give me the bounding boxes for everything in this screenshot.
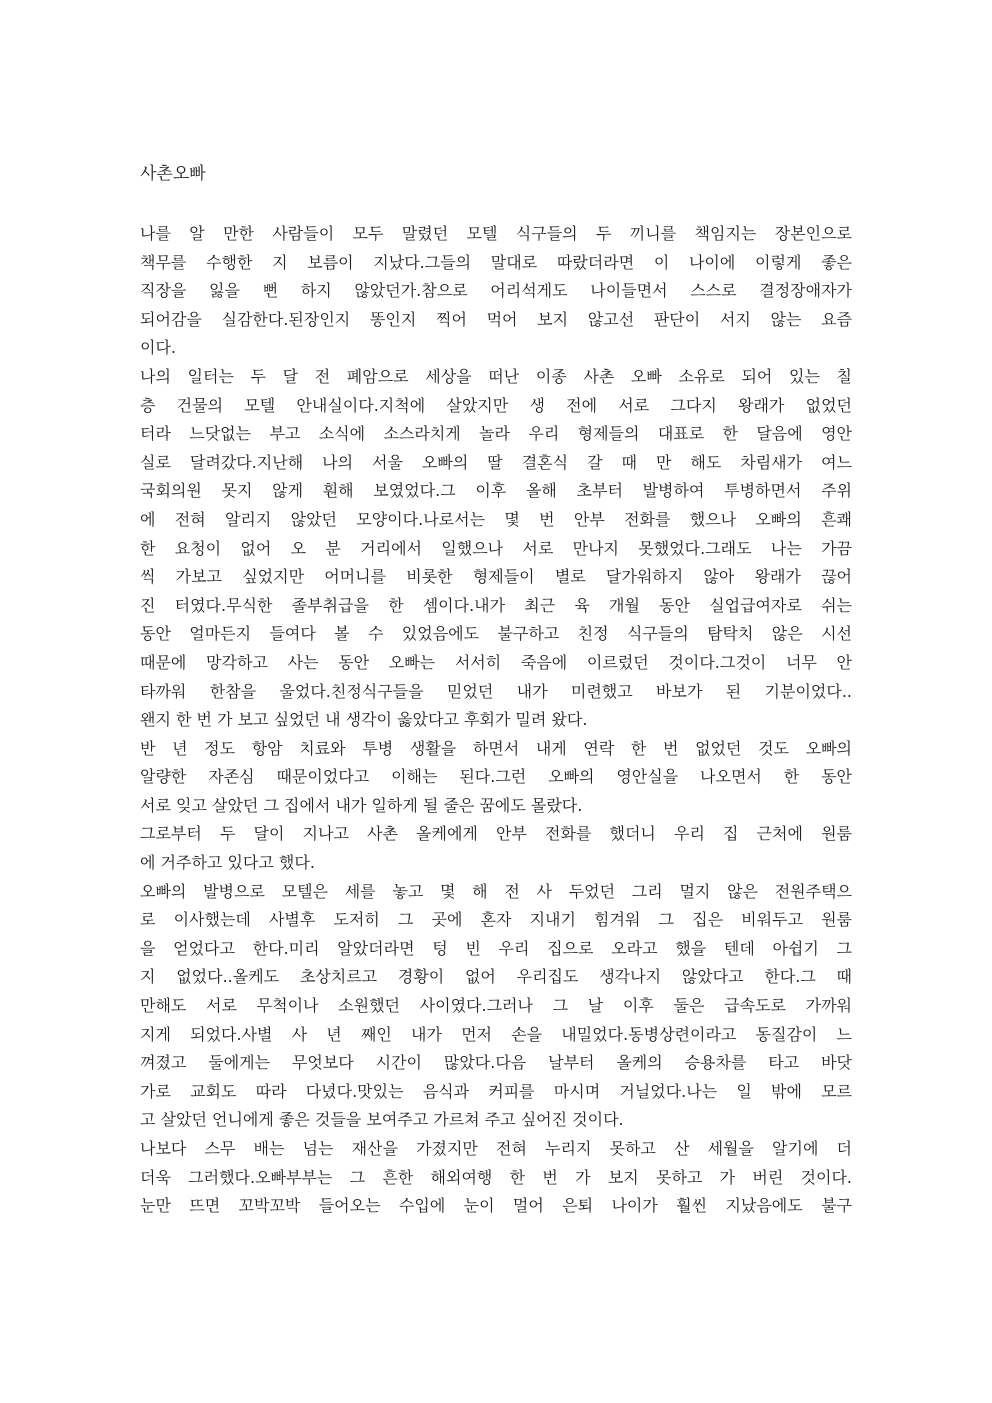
text-line: 껴졌고 둘에게는 무엇보다 시간이 많았다.다음 날부터 올케의 승용차를 타고 바닷 [140, 1053, 852, 1073]
text-line: 씩 가보고 싶었지만 어머니를 비롯한 형제들이 별로 달가워하지 않아 왕래가 끊어 [140, 567, 852, 587]
text-line: 왠지 한 번 가 보고 싶었던 내 생각이 옳았다고 후회가 밀려 왔다. [140, 710, 588, 730]
text-line: 진 터였다.무식한 졸부취급을 한 셈이다.내가 최근 육 개월 동안 실업급여자로 쉬는 [140, 595, 852, 615]
text-line: 고 살았던 언니에게 좋은 것들을 보여주고 가르쳐 주고 싶어진 것이다. [140, 1110, 624, 1130]
document-title: 사촌오빠 [140, 164, 206, 184]
text-line: 가로 교회도 따라 다녔다.맛있는 음식과 커피를 마시며 거닐었다.나는 일 밖에 모르 [140, 1081, 852, 1101]
text-line: 지게 되었다.사별 사 년 째인 내가 먼저 손을 내밀었다.동병상련이라고 동질감이 느 [140, 1024, 852, 1044]
text-line: 되어감을 실감한다.된장인지 똥인지 찍어 먹어 보지 않고선 판단이 서지 않는 요즘 [140, 309, 852, 329]
document-body [140, 220, 852, 1221]
text-line: 에 거주하고 있다고 했다. [140, 853, 315, 873]
text-line: 알량한 자존심 때문이었다고 이해는 된다.그런 오빠의 영안실을 나오면서 한 동안 [140, 767, 852, 787]
text-line: 서로 잊고 살았던 그 집에서 내가 일하게 될 줄은 꿈에도 몰랐다. [140, 795, 583, 815]
text-line: 층 건물의 모텔 안내실이다.지척에 살았지만 생 전에 서로 그다지 왕래가 없었던 [140, 395, 852, 415]
text-line: 눈만 뜨면 꼬박꼬박 들어오는 수입에 눈이 멀어 은퇴 나이가 훨씬 지났음에도 불구 [140, 1196, 852, 1216]
text-line: 나를 알 만한 사람들이 모두 말렸던 모텔 식구들의 두 끼니를 책임지는 장본인으로 [140, 224, 852, 243]
text-line: 오빠의 발병으로 모텔은 세를 놓고 몇 해 전 사 두었던 그리 멀지 않은 전원주택으 [140, 881, 852, 901]
text-line: 책무를 수행한 지 보름이 지났다.그들의 말대로 따랐더라면 이 나이에 이렇게 좋은 [140, 252, 852, 272]
text-line: 그로부터 두 달이 지나고 사촌 올케에게 안부 전화를 했더니 우리 집 근처에 원룸 [140, 824, 852, 844]
text-line: 동안 얼마든지 들여다 볼 수 있었음에도 불구하고 친정 식구들의 탐탁치 않은 시선 [140, 624, 852, 644]
text-line: 한 요청이 없어 오 분 거리에서 일했으나 서로 만나지 못했었다.그래도 나는 가끔 [140, 538, 852, 558]
text-line: 직장을 잃을 뻔 하지 않았던가.참으로 어리석게도 나이들면서 스스로 결정장애자가 [140, 281, 852, 301]
text-line: 반 년 정도 항암 치료와 투병 생활을 하면서 내게 연락 한 번 없었던 것도 오빠의 [140, 738, 852, 758]
text-line: 지 없었다..올케도 초상치르고 경황이 없어 우리집도 생각나지 않았다고 한다.그 때 [140, 967, 852, 987]
text-line: 나의 일터는 두 달 전 폐암으로 세상을 떠난 이종 사촌 오빠 소유로 되어 있는 칠 [140, 366, 852, 386]
text-line: 이다. [140, 338, 176, 358]
text-line: 국회의원 못지 않게 훤해 보였었다.그 이후 올해 초부터 발병하여 투병하면서 주위 [140, 481, 852, 501]
text-line: 나보다 스무 배는 넘는 재산을 가졌지만 전혀 누리지 못하고 산 세월을 알기에 더 [140, 1139, 852, 1158]
text-line: 타까워 한참을 울었다.친정식구들을 믿었던 내가 미련했고 바보가 된 기분이었다.. [140, 681, 852, 701]
text-line: 터라 느닷없는 부고 소식에 소스라치게 놀라 우리 형제들의 대표로 한 달음에 영안 [140, 424, 852, 444]
text-line: 더욱 그러했다.오빠부부는 그 흔한 해외여행 한 번 가 보지 못하고 가 버린 것이다. [140, 1167, 852, 1187]
text-line: 을 얻었다고 한다.미리 알았더라면 텅 빈 우리 집으로 오라고 했을 텐데 아쉽기 그 [140, 938, 852, 958]
text-line: 만해도 서로 무척이나 소원했던 사이였다.그러나 그 날 이후 둘은 급속도로 가까워 [140, 996, 852, 1016]
text-line: 때문에 망각하고 사는 동안 오빠는 서서히 죽음에 이르렀던 것이다.그것이 너무 안 [140, 652, 852, 672]
text-line: 에 전혀 알리지 않았던 모양이다.나로서는 몇 번 안부 전화를 했으나 오빠의 흔쾌 [140, 509, 852, 529]
text-line: 로 이사했는데 사별후 도저히 그 곳에 혼자 지내기 힘겨워 그 집은 비워두고 원룸 [140, 910, 852, 930]
text-line: 실로 달려갔다.지난해 나의 서울 오빠의 딸 결혼식 갈 때 만 해도 차림새가 여느 [140, 452, 852, 472]
